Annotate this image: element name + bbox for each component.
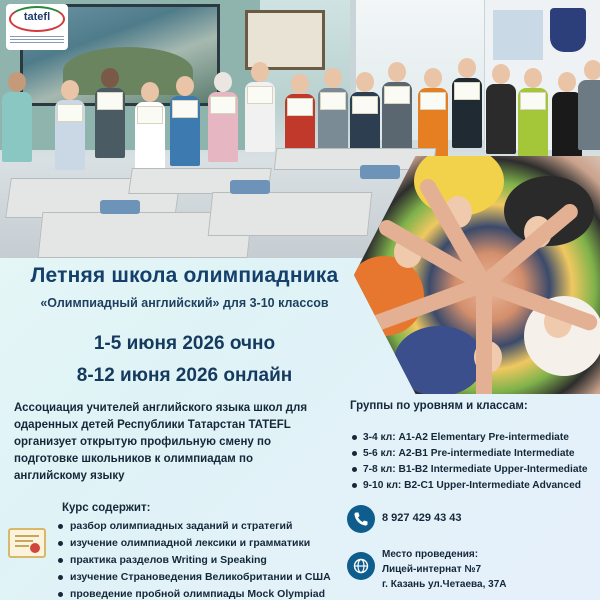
bullet-icon bbox=[58, 541, 63, 546]
list-item-text: изучение Страноведения Великобритании и США bbox=[70, 571, 331, 583]
list-item bbox=[58, 569, 358, 586]
list-item-text: 3-4 кл: A1-A2 Elementary Pre-intermediate bbox=[363, 432, 569, 443]
chair bbox=[360, 165, 400, 179]
groups-heading: Группы по уровням и классам: bbox=[350, 400, 528, 412]
date-online: 8-12 июня 2026 онлайн bbox=[76, 365, 293, 386]
groups-list bbox=[352, 430, 588, 494]
phone-icon bbox=[347, 505, 375, 533]
logo-subtitle-lines bbox=[10, 36, 64, 46]
bullet-icon bbox=[58, 558, 63, 563]
bullet-icon bbox=[58, 575, 63, 580]
wall-board bbox=[245, 10, 325, 70]
venue-name: Лицей-интернат №7 bbox=[382, 564, 482, 575]
list-item bbox=[352, 430, 588, 446]
bullet-icon bbox=[352, 451, 357, 456]
list-item bbox=[58, 518, 358, 535]
phone-number[interactable]: 8 927 429 43 43 bbox=[382, 512, 462, 524]
intro-text: Ассоциация учителей английского языка школ для одаренных детей Республики Татарстан TATEFL организует открытую профильную смену по подготовке школьников к олимпиадам по английскому языку bbox=[14, 402, 308, 482]
subtitle: «Олимпиадный английский» для 3-10 классов bbox=[40, 296, 329, 310]
venue-block bbox=[382, 547, 507, 592]
date-offline: 1-5 июня 2026 очно bbox=[93, 333, 276, 354]
course-heading: Курс содержит: bbox=[62, 502, 151, 514]
list-item bbox=[58, 586, 358, 600]
chair bbox=[230, 180, 270, 194]
list-item bbox=[58, 535, 358, 552]
list-item bbox=[352, 462, 588, 478]
dates-block bbox=[12, 328, 357, 392]
list-item bbox=[352, 478, 588, 494]
list-item-text: разбор олимпиадных заданий и стратегий bbox=[70, 520, 293, 532]
list-item-text: 7-8 кл: B1-B2 Intermediate Upper-Intermediate bbox=[363, 464, 588, 475]
desk bbox=[208, 192, 373, 236]
list-item-text: проведение пробной олимпиады Mock Olympiad bbox=[70, 588, 325, 600]
page-title: Летняя школа олимпиадника bbox=[30, 264, 339, 287]
list-item-text: 9-10 кл: B2-C1 Upper-Intermediate Advanced bbox=[363, 480, 581, 491]
course-list bbox=[58, 518, 358, 600]
logo-text: tatefl bbox=[23, 11, 51, 23]
bullet-icon bbox=[352, 435, 357, 440]
bullet-icon bbox=[58, 592, 63, 597]
bullet-icon bbox=[352, 467, 357, 472]
list-item-text: изучение олимпиадной лексики и грамматики bbox=[70, 537, 311, 549]
bullet-icon bbox=[58, 524, 63, 529]
venue-address: г. Казань ул.Четаева, 37А bbox=[382, 579, 507, 590]
venue-label: Место проведения: bbox=[382, 549, 479, 560]
globe-icon bbox=[347, 552, 375, 580]
list-item-text: практика разделов Writing и Speaking bbox=[70, 554, 267, 566]
chair bbox=[100, 200, 140, 214]
list-item bbox=[352, 446, 588, 462]
list-item bbox=[58, 552, 358, 569]
list-item-text: 5-6 кл: A2-B1 Pre-intermediate Intermediate bbox=[363, 448, 575, 459]
bullet-icon bbox=[352, 483, 357, 488]
certificate-icon bbox=[8, 528, 46, 558]
tatefl-logo bbox=[6, 4, 68, 50]
